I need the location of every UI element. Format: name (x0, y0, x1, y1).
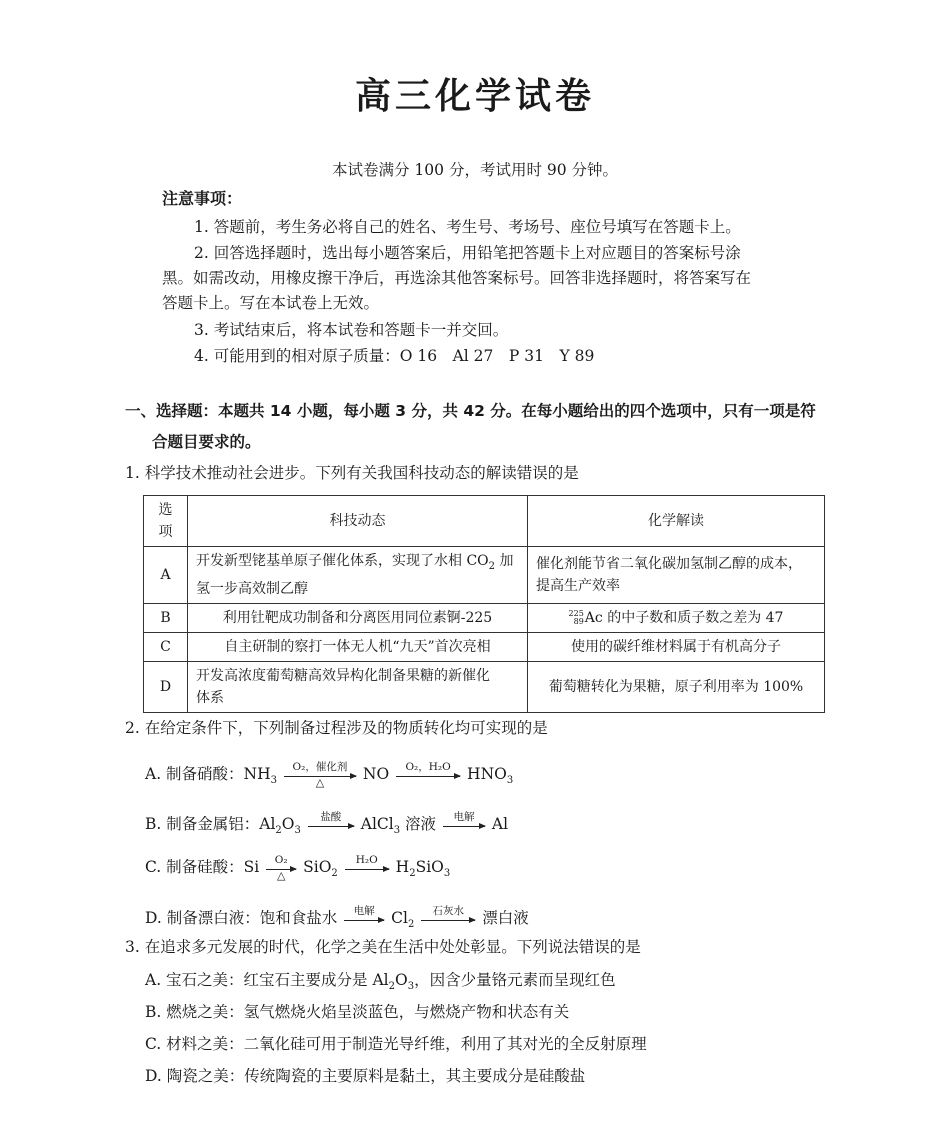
reaction-arrow-icon: 电解 (443, 824, 485, 827)
row-tech: 利用钍靶成功制备和分离医用同位素锕-225 (188, 603, 528, 632)
notice-item-3: 3. 考试结束后，将本试卷和答题卡一并交回。 (194, 321, 509, 339)
exam-intro: 本试卷满分 100 分，考试用时 90 分钟。 (332, 161, 619, 179)
row-option: C (144, 632, 188, 661)
table-header-chem: 化学解读 (528, 496, 825, 547)
notice-item-4: 4. 可能用到的相对原子质量：O 16 Al 27 P 31 Y 89 (194, 347, 595, 365)
q3-option-c: C. 材料之美：二氧化硅可用于制造光导纤维，利用了其对光的全反射原理 (145, 1035, 647, 1053)
row-tech: 自主研制的察打一体无人机“九天”首次亮相 (188, 632, 528, 661)
row-option: B (144, 603, 188, 632)
notice-item-2-line-2: 黑。如需改动，用橡皮擦干净后，再选涂其他答案标号。回答非选择题时，将答案写在 (162, 269, 752, 287)
table-header-option: 选项 (144, 496, 188, 547)
q2-stem: 2. 在给定条件下，下列制备过程涉及的物质转化均可实现的是 (125, 719, 548, 737)
reaction-arrow-icon: 盐酸 (308, 824, 354, 827)
section-heading-line-2: 合题目要求的。 (152, 433, 261, 451)
isotope-notation: 225 89 (568, 608, 584, 626)
reaction-arrow-icon: O₂，H₂O (396, 774, 460, 777)
notice-item-2-line-1: 2. 回答选择题时，选出每小题答案后，用铅笔把答题卡上对应题目的答案标号涂 (194, 244, 741, 262)
reaction-arrow-icon: 电解 (344, 918, 384, 921)
reaction-arrow-icon: H₂O (345, 867, 389, 870)
notice-item-1: 1. 答题前，考生务必将自己的姓名、考生号、考场号、座位号填写在答题卡上。 (194, 218, 741, 236)
reaction-arrow-icon: 石灰水 (421, 918, 475, 921)
table-header-row (144, 496, 825, 547)
row-chem: 225 89 Ac 的中子数和质子数之差为 47 (528, 603, 825, 632)
table-row (144, 547, 825, 604)
q1-stem: 1. 科学技术推动社会进步。下列有关我国科技动态的解读错误的是 (125, 464, 579, 482)
row-option: D (144, 661, 188, 712)
reaction-arrow-icon: O₂ △ (266, 867, 296, 870)
q3-option-d: D. 陶瓷之美：传统陶瓷的主要原料是黏土，其主要成分是硅酸盐 (145, 1067, 586, 1085)
notice-item-2-line-3: 答题卡上。写在本试卷上无效。 (162, 294, 380, 312)
row-chem: 使用的碳纤维材料属于有机高分子 (528, 632, 825, 661)
q2-option-b: B. 制备金属铝：$Al_2O_3$ 盐酸 AlCl$_3$ 溶液 电解 Al (145, 810, 509, 837)
q2-option-c: C. 制备硅酸：Si O₂ △ SiO$_2$ H₂O $H_2SiO_3$ (145, 853, 451, 882)
table-row (144, 632, 825, 661)
q1-table (143, 495, 825, 713)
row-tech: 开发新型铑基单原子催化体系，实现了水相 $CO_2$ 加 氢一步高效制乙醇 (188, 547, 528, 604)
q3-option-a: A. 宝石之美：红宝石主要成分是 $Al_2O_3$，因含少量铬元素而呈现红色 (145, 971, 616, 993)
row-chem: 葡萄糖转化为果糖，原子利用率为 100% (528, 661, 825, 712)
reaction-arrow-icon: O₂，催化剂 △ (284, 774, 356, 777)
table-row (144, 661, 825, 712)
exam-title: 高三化学试卷 (354, 76, 595, 117)
q3-stem: 3. 在追求多元发展的时代，化学之美在生活中处处彰显。下列说法错误的是 (125, 938, 641, 956)
notice-heading: 注意事项： (162, 189, 243, 208)
table-row (144, 603, 825, 632)
q3-option-b: B. 燃烧之美：氢气燃烧火焰呈淡蓝色，与燃烧产物和状态有关 (145, 1003, 570, 1021)
q2-option-a: A. 制备硝酸：$NH_3$ O₂，催化剂 △ NO O₂，H₂O $HNO_3$ (145, 760, 514, 789)
row-option: A (144, 547, 188, 604)
row-tech: 开发高浓度葡萄糖高效异构化制备果糖的新催化 体系 (188, 661, 528, 712)
table-header-tech: 科技动态 (188, 496, 528, 547)
q2-option-d: D. 制备漂白液：饱和食盐水 电解 $Cl_2$ 石灰水 漂白液 (145, 904, 529, 931)
row-chem: 催化剂能节省二氧化碳加氢制乙醇的成本， 提高生产效率 (528, 547, 825, 604)
section-heading-line-1: 一、选择题：本题共 14 小题，每小题 3 分，共 42 分。在每小题给出的四个选项中，只有一项是符 (125, 402, 816, 420)
